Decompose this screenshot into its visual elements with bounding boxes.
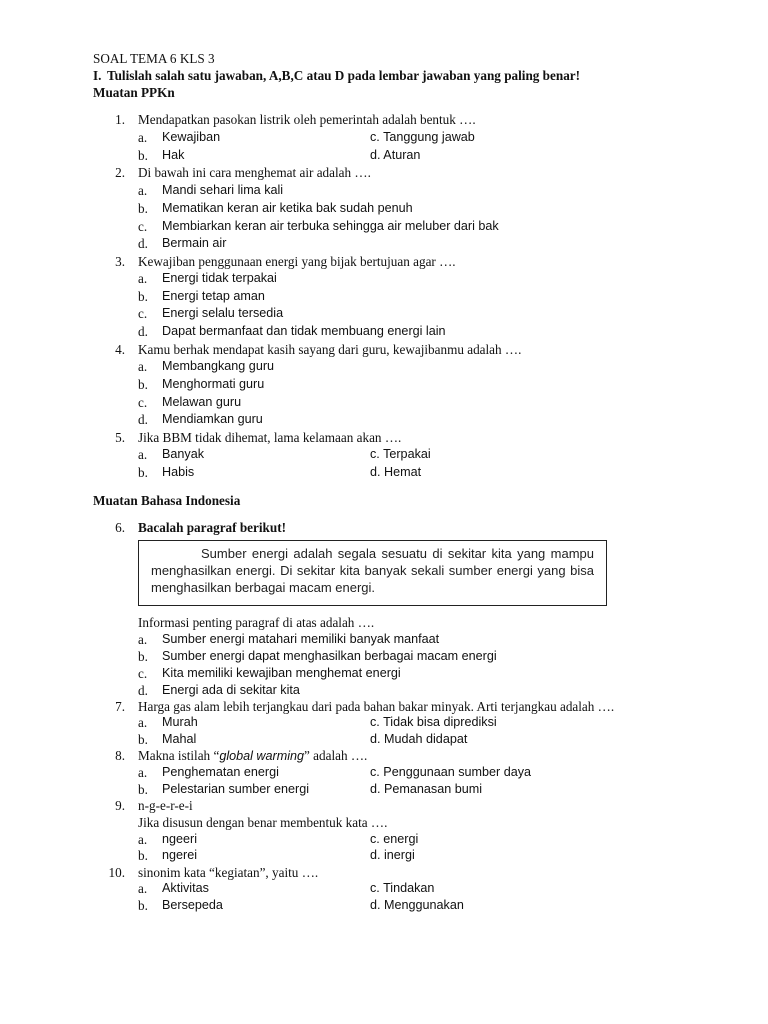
question-number: 7. [115,699,125,714]
option-d: Energi ada di sekitar kita [162,683,300,697]
option-c: Membiarkan keran air terbuka sehingga air meluber dari bak [162,219,499,233]
doc-title: SOAL TEMA 6 KLS 3 [93,51,215,66]
option-a: ngeeri [162,832,198,846]
section-heading-ppkn: Muatan PPKn [93,85,175,100]
question-number: 1. [115,112,125,127]
option-letter: a. [138,359,148,374]
option-d: d. Menggunakan [370,898,464,912]
option-c: Kita memiliki kewajiban menghemat energi [162,666,401,680]
option-c: c. Tidak bisa diprediksi [370,715,497,729]
question-prompt: Jika disusun dengan benar membentuk kata …. [138,815,388,830]
section-heading-bahasa-indonesia: Muatan Bahasa Indonesia [93,493,241,508]
option-letter: b. [138,201,148,216]
question-text: Kamu berhak mendapat kasih sayang dari guru, kewajibanmu adalah …. [138,342,522,357]
option-letter: b. [138,465,148,480]
question-text-part: Makna istilah “ [138,748,220,763]
question-number: 4. [115,342,125,357]
option-letter: a. [138,765,148,780]
option-letter: d. [138,412,148,427]
option-letter: b. [138,148,148,163]
option-b: Hak [162,148,185,162]
question-prompt: Informasi penting paragraf di atas adalah …. [138,615,375,630]
emphasized-term: global warming [219,749,305,763]
question-number: 3. [115,254,125,269]
question-number: 6. [115,520,125,535]
question-text: Harga gas alam lebih terjangkau dari pada bahan bakar minyak. Arti terjangkau adalah …. [138,699,615,714]
option-a: Kewajiban [162,130,221,144]
option-letter: c. [138,666,148,681]
option-letter: c. [138,395,148,410]
option-letter: d. [138,683,148,698]
option-letter: a. [138,447,148,462]
question-text: Mendapatkan pasokan listrik oleh pemerintah adalah bentuk …. [138,112,476,127]
option-d: d. Mudah didapat [370,732,468,746]
question-text [138,747,367,766]
question-number: 10. [108,865,125,880]
option-d: Bermain air [162,236,227,250]
option-d: d. Pemanasan bumi [370,782,483,796]
question-text-part: ” adalah …. [304,748,368,763]
option-a: Sumber energi matahari memiliki banyak manfaat [162,632,440,646]
question-text: sinonim kata “kegiatan”, yaitu …. [138,865,319,880]
option-letter: a. [138,271,148,286]
option-letter: a. [138,832,148,847]
option-letter: b. [138,649,148,664]
option-b: Menghormati guru [162,377,265,391]
option-letter: a. [138,881,148,896]
option-c: c. Penggunaan sumber daya [370,765,532,779]
option-d: d. inergi [370,848,415,862]
option-letter: b. [138,289,148,304]
option-b: Pelestarian sumber energi [162,782,310,796]
question-text: Bacalah paragraf berikut! [138,520,286,535]
reading-passage-box [138,540,607,606]
option-b: Mahal [162,732,197,746]
option-b: Habis [162,465,195,479]
option-a: Banyak [162,447,205,461]
option-c: c. energi [370,832,419,846]
option-a: Penghematan energi [162,765,279,779]
option-b: Energi tetap aman [162,289,265,303]
option-a: Mandi sehari lima kali [162,183,284,197]
option-letter: b. [138,848,148,863]
option-letter: b. [138,782,148,797]
option-b: Bersepeda [162,898,223,912]
question-number: 2. [115,165,125,180]
option-a: Energi tidak terpakai [162,271,277,285]
instruction-text: Tulislah salah satu jawaban, A,B,C atau D pada lembar jawaban yang paling benar! [107,68,581,83]
option-letter: a. [138,130,148,145]
question-number: 5. [115,430,125,445]
question-number: 9. [115,798,125,813]
question-text: n-g-e-r-e-i [138,798,193,813]
option-letter: a. [138,715,148,730]
question-text: Di bawah ini cara menghemat air adalah …. [138,165,371,180]
option-letter: d. [138,236,148,251]
option-letter: c. [138,306,148,321]
option-letter: d. [138,324,148,339]
option-d: d. Hemat [370,465,422,479]
option-b: Sumber energi dapat menghasilkan berbagai macam energi [162,649,497,663]
option-letter: a. [138,183,148,198]
option-letter: b. [138,732,148,747]
instruction-number: I. [93,68,102,83]
option-letter: a. [138,632,148,647]
option-d: Dapat bermanfaat dan tidak membuang energi lain [162,324,446,338]
option-d: d. Aturan [370,148,421,162]
option-d: Mendiamkan guru [162,412,263,426]
option-letter: c. [138,219,148,234]
option-a: Membangkang guru [162,359,275,373]
question-text: Jika BBM tidak dihemat, lama kelamaan akan …. [138,430,402,445]
option-a: Murah [162,715,198,729]
option-c: c. Tindakan [370,881,435,895]
option-c: Melawan guru [162,395,242,409]
option-c: c. Terpakai [370,447,431,461]
option-b: ngerei [162,848,198,862]
option-c: c. Tanggung jawab [370,130,475,144]
option-letter: b. [138,898,148,913]
option-letter: b. [138,377,148,392]
option-c: Energi selalu tersedia [162,306,284,320]
passage-text: Sumber energi adalah segala sesuatu di sekitar kita yang mampu menghasilkan energi. Di sekitar kita banyak sekali sumber energi yang bisa menghasilkan berbagai macam energi. [151,546,594,595]
question-number: 8. [115,748,125,763]
question-text: Kewajiban penggunaan energi yang bijak bertujuan agar …. [138,254,456,269]
option-b: Mematikan keran air ketika bak sudah penuh [162,201,413,215]
instruction-line [93,67,580,85]
option-a: Aktivitas [162,881,209,895]
